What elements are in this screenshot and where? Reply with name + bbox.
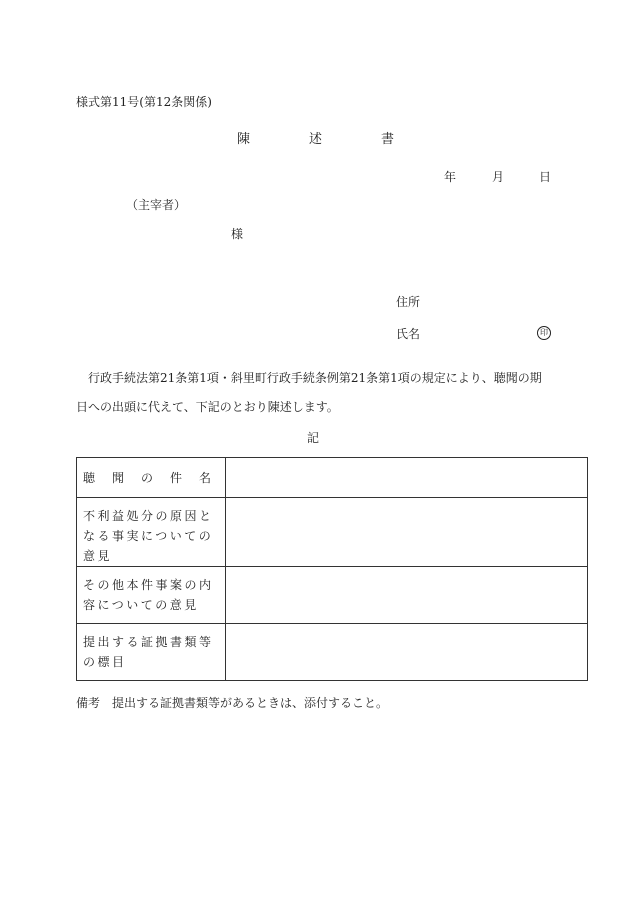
table-row (77, 498, 588, 567)
body-line-1: 行政手続法第21条第1項・斜里町行政手続条例第21条第1項の規定により、聴聞の期 (88, 371, 542, 385)
row-label-hearing-subject: 聴 聞 の 件 名 (77, 458, 226, 498)
table-row (77, 567, 588, 624)
name-label: 氏名 (396, 327, 421, 341)
row-label-opinion-facts: 不利益処分の原因となる事実についての意見 (77, 498, 226, 567)
date-day: 日 (539, 170, 552, 184)
row-label-evidence-list: 提出する証拠書類等の標目 (77, 624, 226, 681)
address-label: 住所 (396, 295, 421, 309)
organizer-label: （主宰者） (126, 198, 187, 212)
row-value-opinion-other[interactable] (226, 567, 588, 624)
seal-mark: 印 (537, 326, 551, 340)
ki-heading: 記 (307, 431, 320, 445)
row-value-evidence-list[interactable] (226, 624, 588, 681)
table-row (77, 624, 588, 681)
honorific: 様 (231, 227, 244, 241)
title-char-3: 書 (381, 132, 395, 147)
row-value-hearing-subject[interactable] (226, 458, 588, 498)
table-row (77, 458, 588, 498)
title-char-2: 述 (309, 132, 323, 147)
form-number: 様式第11号(第12条関係) (76, 95, 212, 109)
document-title (237, 133, 394, 147)
row-label-opinion-other: その他本件事案の内容についての意見 (77, 567, 226, 624)
date-month: 月 (492, 170, 505, 184)
row-value-opinion-facts[interactable] (226, 498, 588, 567)
remarks-note: 備考 提出する証拠書類等があるときは、添付すること。 (76, 696, 389, 710)
title-char-1: 陳 (237, 132, 251, 147)
statement-table (76, 457, 588, 681)
date-year: 年 (444, 170, 457, 184)
body-line-2: 日への出頭に代えて、下記のとおり陳述します。 (76, 400, 339, 414)
